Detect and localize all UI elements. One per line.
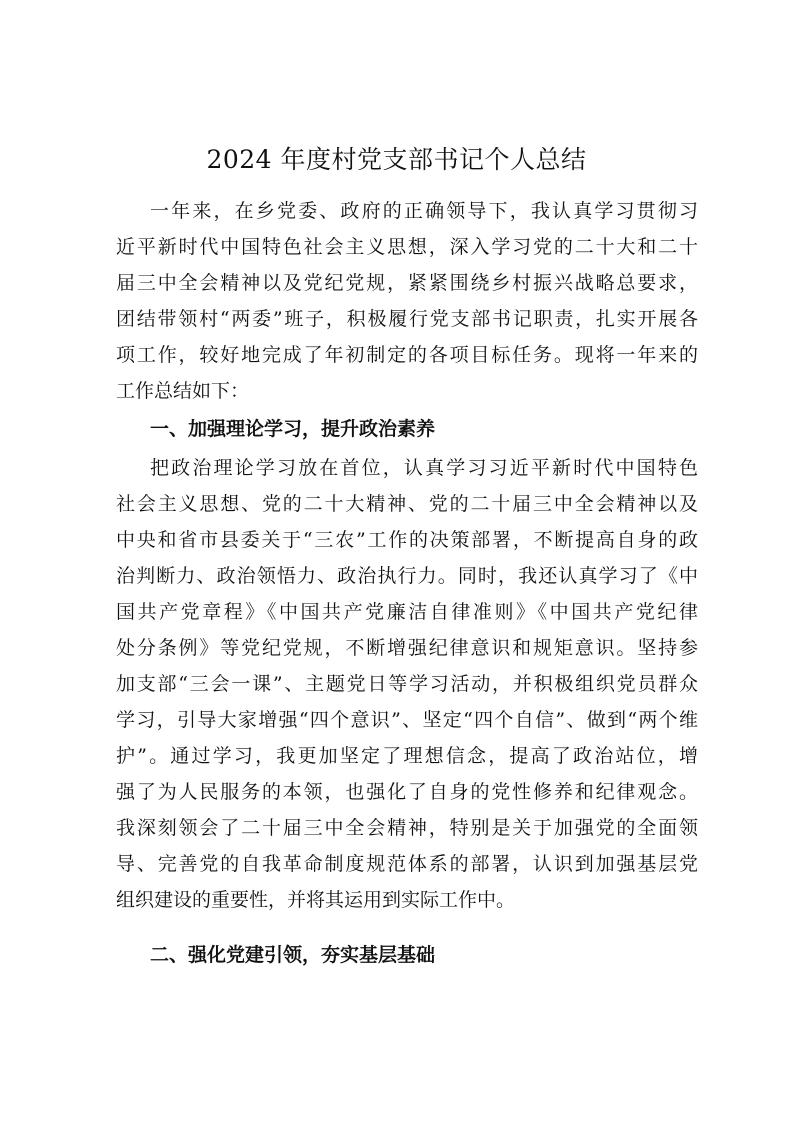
section-1-line-12: 导、完善党的自我革命制度规范体系的部署，认识到加强基层党 (116, 853, 698, 875)
section-1-line-9: 护”。通过学习，我更加坚定了理想信念，提高了政治站位，增 (116, 745, 698, 767)
intro-line-4: 团结带领村“两委”班子，积极履行党支部书记职责，扎实开展各 (116, 308, 698, 330)
document-title: 2024 年度村党支部书记个人总结 (206, 145, 587, 174)
section-2-heading: 二、强化党建引领，夯实基层基础 (150, 944, 436, 966)
intro-line-2: 近平新时代中国特色社会主义思想，深入学习党的二十大和二十 (116, 236, 698, 258)
intro-line-3: 届三中全会精神以及党纪党规，紧紧围绕乡村振兴战略总要求， (116, 272, 698, 294)
section-1-line-7: 加支部“三会一课”、主题党日等学习活动，并积极组织党员群众 (116, 673, 698, 695)
section-1-line-13: 组织建设的重要性，并将其运用到实际工作中。 (116, 889, 516, 911)
intro-line-5: 项工作，较好地完成了年初制定的各项目标任务。现将一年来的 (116, 344, 698, 366)
section-1-line-1: 把政治理论学习放在首位，认真学习习近平新时代中国特色 (150, 457, 698, 479)
section-1-line-8: 学习，引导大家增强“四个意识”、坚定“四个自信”、做到“两个维 (116, 709, 698, 731)
section-1-line-11: 我深刻领会了二十届三中全会精神，特别是关于加强党的全面领 (116, 817, 698, 839)
intro-line-1: 一年来，在乡党委、政府的正确领导下，我认真学习贯彻习 (150, 200, 698, 222)
intro-line-6: 工作总结如下： (116, 380, 250, 402)
section-1-line-3: 中央和省市县委关于“三农”工作的决策部署，不断提高自身的政 (116, 529, 698, 551)
section-1-line-2: 社会主义思想、党的二十大精神、党的二十届三中全会精神以及 (116, 493, 698, 515)
section-1-heading: 一、加强理论学习，提升政治素养 (150, 418, 436, 440)
section-1-line-10: 强了为人民服务的本领，也强化了自身的党性修养和纪律观念。 (116, 781, 698, 803)
section-1-line-4: 治判断力、政治领悟力、政治执行力。同时，我还认真学习了《中 (116, 565, 698, 587)
section-1-line-5: 国共产党章程》《中国共产党廉洁自律准则》《中国共产党纪律 (116, 601, 698, 623)
section-1-line-6: 处分条例》等党纪党规，不断增强纪律意识和规矩意识。坚持参 (116, 637, 698, 659)
